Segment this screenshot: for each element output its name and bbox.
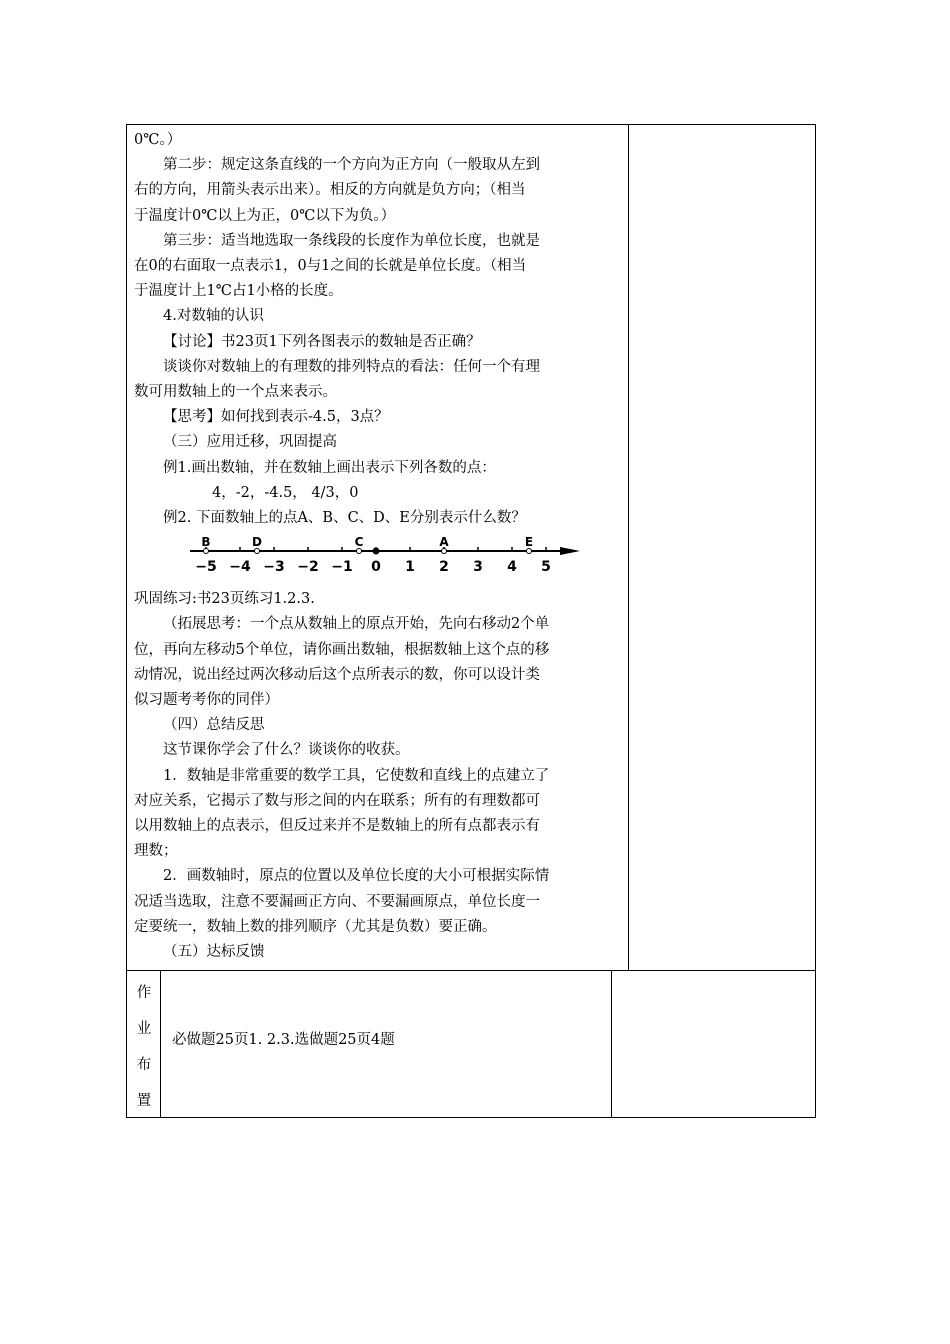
- text-line: 0℃。）: [134, 132, 182, 148]
- homework-label: [128, 975, 160, 1119]
- text-line: 况适当选取，注意不要漏画正方向、不要漏画原点，单位长度一: [134, 893, 540, 910]
- text-line: 例2. 下面数轴上的点A、B、C、D、E分别表示什么数？: [163, 510, 526, 527]
- tick-label: −2: [297, 559, 319, 576]
- point-label: E: [524, 537, 534, 550]
- section-heading: （四）总结反思: [163, 717, 265, 734]
- homework-label-char: 业: [136, 1021, 152, 1037]
- section-heading: 4.对数轴的认识: [163, 308, 264, 325]
- point-label: C: [354, 537, 364, 550]
- text-line: 在0的右面取一点表示1，0与1之间的长就是单位长度。（相当: [134, 258, 527, 275]
- tick-label: 5: [541, 559, 551, 576]
- text-line: 似习题考考你的同伴）: [134, 692, 279, 709]
- text-line: 巩固练习:书23页练习1.2.3.: [134, 591, 315, 608]
- text-line: 第二步：规定这条直线的一个方向为正方向（一般取从左到: [163, 157, 540, 174]
- tick-label: 4: [507, 559, 517, 576]
- origin-dot: [373, 548, 380, 555]
- point-marker: [442, 549, 447, 554]
- text-line: 例1.画出数轴，并在数轴上画出表示下列各数的点：: [163, 459, 496, 476]
- section-heading: （三）应用迁移，巩固提高: [163, 434, 337, 451]
- tick-label: −5: [195, 559, 217, 576]
- tick-label: 3: [473, 559, 483, 576]
- text-line: 2．画数轴时，原点的位置以及单位长度的大小可根据实际情: [163, 868, 550, 885]
- column-divider-lower: [611, 970, 612, 1118]
- section-heading: （五）达标反馈: [163, 944, 265, 961]
- text-line: 于温度计0℃以上为正，0℃以下为负。）: [134, 207, 396, 224]
- point-marker: [204, 549, 209, 554]
- text-line: 数可用数轴上的一个点来表示。: [134, 384, 337, 401]
- lesson-content: [134, 128, 624, 965]
- point-marker: [357, 549, 362, 554]
- text-line: 1．数轴是非常重要的数学工具，它使数和直线上的点建立了: [163, 767, 550, 784]
- text-line: 这节课你学会了什么？谈谈你的收获。: [163, 742, 410, 759]
- tick-label: 2: [439, 559, 449, 576]
- homework-label-divider: [160, 970, 161, 1118]
- homework-text: 必做题25页1. 2.3.选做题25页4题: [172, 1032, 395, 1048]
- row-divider: [126, 970, 816, 971]
- number-line-figure: [188, 537, 588, 577]
- text-line: 于温度计上1℃占1小格的长度。: [134, 283, 343, 300]
- point-marker: [255, 549, 260, 554]
- homework-label-char: 作: [136, 985, 152, 1001]
- text-line: 以用数轴上的点表示，但反过来并不是数轴上的所有点都表示有: [134, 818, 540, 835]
- point-marker: [527, 549, 532, 554]
- tick-label: −1: [331, 559, 353, 576]
- tick-label: 0: [371, 559, 381, 576]
- tick-label: −4: [229, 559, 251, 576]
- text-line: 定要统一，数轴上数的排列顺序（尤其是负数）要正确。: [134, 918, 497, 935]
- text-line: 第三步：适当地选取一条线段的长度作为单位长度，也就是: [163, 232, 540, 249]
- point-label: A: [439, 537, 449, 550]
- text-line: 4，-2，-4.5， 4/3，0: [212, 484, 359, 501]
- homework-label-char: 置: [136, 1093, 152, 1109]
- text-line: 谈谈你对数轴上的有理数的排列特点的看法：任何一个有理: [163, 358, 540, 375]
- text-line: （拓展思考：一个点从数轴上的原点开始，先向右移动2个单: [163, 616, 550, 633]
- homework-label-char: 布: [136, 1057, 152, 1073]
- column-divider-upper: [628, 124, 629, 970]
- tick-label: 1: [405, 559, 415, 576]
- point-label: D: [252, 537, 262, 550]
- text-line: 理数；: [134, 843, 178, 860]
- tick-label: −3: [263, 559, 285, 576]
- text-line: 【讨论】书23页1下列各图表示的数轴是否正确？: [163, 333, 481, 350]
- text-line: 位，再向左移动5个单位，请你画出数轴，根据数轴上这个点的移: [134, 641, 550, 658]
- point-label: B: [201, 537, 211, 550]
- text-line: 对应关系，它揭示了数与形之间的内在联系；所有的有理数都可: [134, 792, 540, 809]
- text-line: 右的方向，用箭头表示出来）。相反的方向就是负方向；（相当: [134, 182, 526, 199]
- text-line: 动情况，说出经过两次移动后这个点所表示的数，你可以设计类: [134, 666, 540, 683]
- text-line: 【思考】如何找到表示-4.5，3点？: [163, 409, 389, 426]
- axis-arrow: [560, 547, 580, 555]
